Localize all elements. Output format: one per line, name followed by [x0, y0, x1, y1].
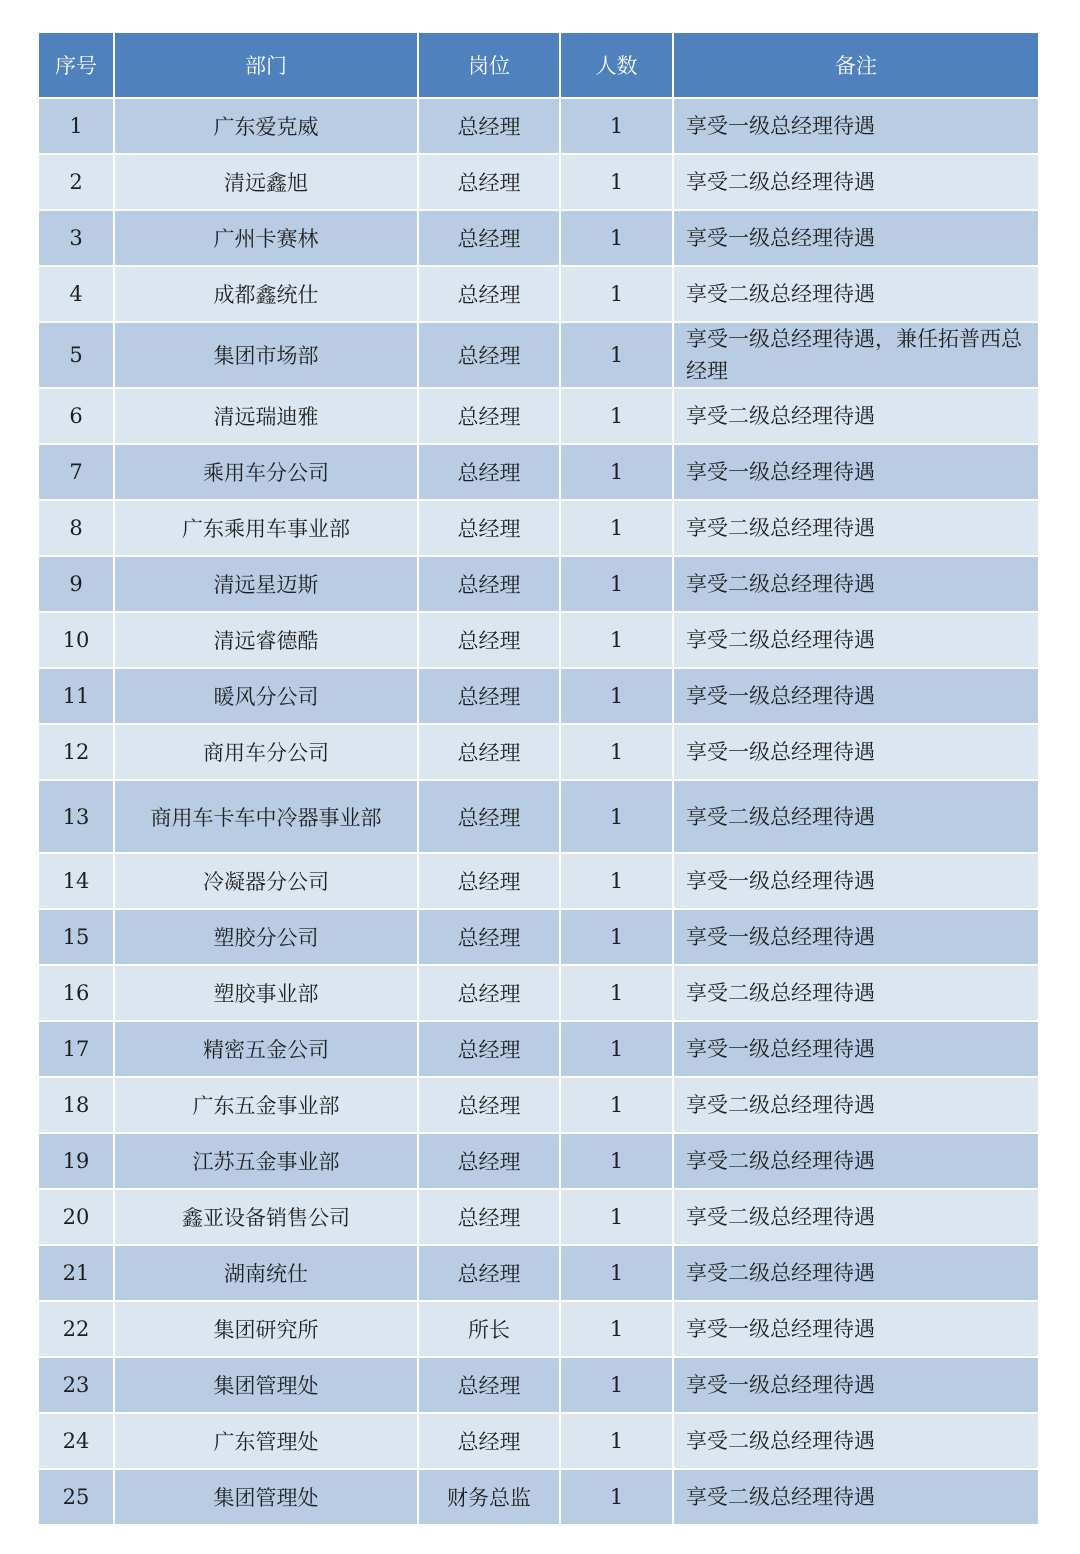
cell-note: 享受一级总经理待遇	[673, 210, 1039, 266]
cell-department: 集团管理处	[114, 1357, 418, 1413]
cell-note: 享受一级总经理待遇	[673, 98, 1039, 154]
cell-department: 暖风分公司	[114, 668, 418, 724]
cell-department: 塑胶分公司	[114, 909, 418, 965]
table-row	[38, 388, 1039, 444]
cell-department: 商用车卡车中冷器事业部	[114, 780, 418, 853]
cell-note: 享受二级总经理待遇	[673, 500, 1039, 556]
cell-department: 广州卡赛林	[114, 210, 418, 266]
table-body	[38, 98, 1039, 1525]
cell-position: 总经理	[418, 388, 560, 444]
cell-index: 18	[38, 1077, 114, 1133]
cell-index: 17	[38, 1021, 114, 1077]
cell-count: 1	[560, 1357, 673, 1413]
table-row	[38, 909, 1039, 965]
cell-department: 乘用车分公司	[114, 444, 418, 500]
cell-count: 1	[560, 965, 673, 1021]
cell-position: 总经理	[418, 1245, 560, 1301]
header-department: 部门	[114, 32, 418, 98]
manager-table	[37, 31, 1040, 1526]
header-index: 序号	[38, 32, 114, 98]
cell-note: 享受一级总经理待遇	[673, 909, 1039, 965]
cell-department: 湖南统仕	[114, 1245, 418, 1301]
cell-position: 总经理	[418, 668, 560, 724]
cell-position: 总经理	[418, 1413, 560, 1469]
cell-index: 21	[38, 1245, 114, 1301]
cell-index: 11	[38, 668, 114, 724]
cell-count: 1	[560, 1245, 673, 1301]
cell-count: 1	[560, 612, 673, 668]
cell-note: 享受一级总经理待遇	[673, 724, 1039, 780]
cell-count: 1	[560, 154, 673, 210]
cell-note: 享受二级总经理待遇	[673, 612, 1039, 668]
cell-index: 5	[38, 322, 114, 388]
cell-position: 总经理	[418, 853, 560, 909]
cell-position: 总经理	[418, 154, 560, 210]
header-count: 人数	[560, 32, 673, 98]
cell-note: 享受二级总经理待遇	[673, 154, 1039, 210]
table-row	[38, 556, 1039, 612]
cell-index: 15	[38, 909, 114, 965]
cell-count: 1	[560, 1021, 673, 1077]
cell-department: 广东爱克威	[114, 98, 418, 154]
cell-note: 享受二级总经理待遇	[673, 1077, 1039, 1133]
header-note: 备注	[673, 32, 1039, 98]
cell-note: 享受二级总经理待遇	[673, 1413, 1039, 1469]
cell-position: 总经理	[418, 556, 560, 612]
cell-position: 总经理	[418, 1357, 560, 1413]
cell-department: 鑫亚设备销售公司	[114, 1189, 418, 1245]
table-row	[38, 1469, 1039, 1525]
cell-note: 享受二级总经理待遇	[673, 388, 1039, 444]
cell-count: 1	[560, 388, 673, 444]
cell-index: 14	[38, 853, 114, 909]
cell-department: 清远睿德酷	[114, 612, 418, 668]
cell-department: 江苏五金事业部	[114, 1133, 418, 1189]
table-row	[38, 154, 1039, 210]
cell-count: 1	[560, 909, 673, 965]
cell-index: 19	[38, 1133, 114, 1189]
table-row	[38, 98, 1039, 154]
cell-note: 享受一级总经理待遇	[673, 1357, 1039, 1413]
cell-department: 清远星迈斯	[114, 556, 418, 612]
cell-index: 16	[38, 965, 114, 1021]
cell-position: 总经理	[418, 266, 560, 322]
cell-count: 1	[560, 98, 673, 154]
table-row	[38, 1189, 1039, 1245]
cell-position: 所长	[418, 1301, 560, 1357]
cell-count: 1	[560, 210, 673, 266]
cell-department: 集团市场部	[114, 322, 418, 388]
cell-note: 享受二级总经理待遇	[673, 266, 1039, 322]
cell-note: 享受二级总经理待遇	[673, 556, 1039, 612]
cell-note: 享受一级总经理待遇	[673, 444, 1039, 500]
cell-department: 塑胶事业部	[114, 965, 418, 1021]
cell-index: 20	[38, 1189, 114, 1245]
cell-count: 1	[560, 1189, 673, 1245]
table-row	[38, 266, 1039, 322]
table-row	[38, 853, 1039, 909]
table-row	[38, 1133, 1039, 1189]
cell-count: 1	[560, 322, 673, 388]
table-row	[38, 724, 1039, 780]
table-row	[38, 1413, 1039, 1469]
cell-department: 集团管理处	[114, 1469, 418, 1525]
table-header	[38, 32, 1039, 98]
cell-count: 1	[560, 724, 673, 780]
cell-count: 1	[560, 1133, 673, 1189]
cell-count: 1	[560, 444, 673, 500]
cell-department: 成都鑫统仕	[114, 266, 418, 322]
cell-index: 2	[38, 154, 114, 210]
cell-index: 25	[38, 1469, 114, 1525]
table-row	[38, 612, 1039, 668]
table-row	[38, 1021, 1039, 1077]
cell-department: 商用车分公司	[114, 724, 418, 780]
cell-count: 1	[560, 780, 673, 853]
cell-index: 1	[38, 98, 114, 154]
cell-note: 享受二级总经理待遇	[673, 1245, 1039, 1301]
cell-department: 广东管理处	[114, 1413, 418, 1469]
cell-department: 清远鑫旭	[114, 154, 418, 210]
cell-index: 9	[38, 556, 114, 612]
cell-note: 享受二级总经理待遇	[673, 1469, 1039, 1525]
cell-position: 总经理	[418, 1021, 560, 1077]
cell-note: 享受一级总经理待遇	[673, 853, 1039, 909]
table-row	[38, 210, 1039, 266]
table-row	[38, 965, 1039, 1021]
cell-note: 享受二级总经理待遇	[673, 1189, 1039, 1245]
table-row	[38, 444, 1039, 500]
cell-count: 1	[560, 500, 673, 556]
cell-count: 1	[560, 556, 673, 612]
cell-index: 22	[38, 1301, 114, 1357]
cell-department: 冷凝器分公司	[114, 853, 418, 909]
cell-index: 7	[38, 444, 114, 500]
cell-note: 享受一级总经理待遇	[673, 1021, 1039, 1077]
cell-position: 总经理	[418, 210, 560, 266]
table-row	[38, 500, 1039, 556]
table-row	[38, 1357, 1039, 1413]
cell-position: 总经理	[418, 612, 560, 668]
cell-department: 集团研究所	[114, 1301, 418, 1357]
table-row	[38, 1301, 1039, 1357]
cell-note: 享受二级总经理待遇	[673, 780, 1039, 853]
table-row	[38, 1245, 1039, 1301]
cell-position: 财务总监	[418, 1469, 560, 1525]
header-position: 岗位	[418, 32, 560, 98]
cell-note: 享受一级总经理待遇	[673, 668, 1039, 724]
cell-department: 广东乘用车事业部	[114, 500, 418, 556]
cell-count: 1	[560, 1469, 673, 1525]
cell-position: 总经理	[418, 909, 560, 965]
cell-position: 总经理	[418, 1133, 560, 1189]
cell-position: 总经理	[418, 1077, 560, 1133]
cell-count: 1	[560, 1077, 673, 1133]
cell-position: 总经理	[418, 965, 560, 1021]
table-row	[38, 322, 1039, 388]
cell-note: 享受二级总经理待遇	[673, 1133, 1039, 1189]
cell-count: 1	[560, 266, 673, 322]
cell-department: 广东五金事业部	[114, 1077, 418, 1133]
cell-count: 1	[560, 668, 673, 724]
cell-count: 1	[560, 1301, 673, 1357]
table-row	[38, 1077, 1039, 1133]
cell-note: 享受一级总经理待遇	[673, 1301, 1039, 1357]
cell-index: 4	[38, 266, 114, 322]
cell-position: 总经理	[418, 322, 560, 388]
cell-index: 3	[38, 210, 114, 266]
cell-count: 1	[560, 853, 673, 909]
cell-position: 总经理	[418, 500, 560, 556]
cell-department: 精密五金公司	[114, 1021, 418, 1077]
cell-position: 总经理	[418, 1189, 560, 1245]
cell-index: 23	[38, 1357, 114, 1413]
table-row	[38, 780, 1039, 853]
cell-index: 6	[38, 388, 114, 444]
cell-index: 13	[38, 780, 114, 853]
table-row	[38, 668, 1039, 724]
cell-count: 1	[560, 1413, 673, 1469]
header-row	[38, 32, 1039, 98]
cell-index: 10	[38, 612, 114, 668]
cell-position: 总经理	[418, 780, 560, 853]
cell-index: 24	[38, 1413, 114, 1469]
cell-position: 总经理	[418, 444, 560, 500]
cell-position: 总经理	[418, 98, 560, 154]
cell-position: 总经理	[418, 724, 560, 780]
cell-index: 12	[38, 724, 114, 780]
cell-note: 享受二级总经理待遇	[673, 965, 1039, 1021]
cell-note: 享受一级总经理待遇，兼任拓普西总经理	[673, 322, 1039, 388]
cell-department: 清远瑞迪雅	[114, 388, 418, 444]
cell-index: 8	[38, 500, 114, 556]
